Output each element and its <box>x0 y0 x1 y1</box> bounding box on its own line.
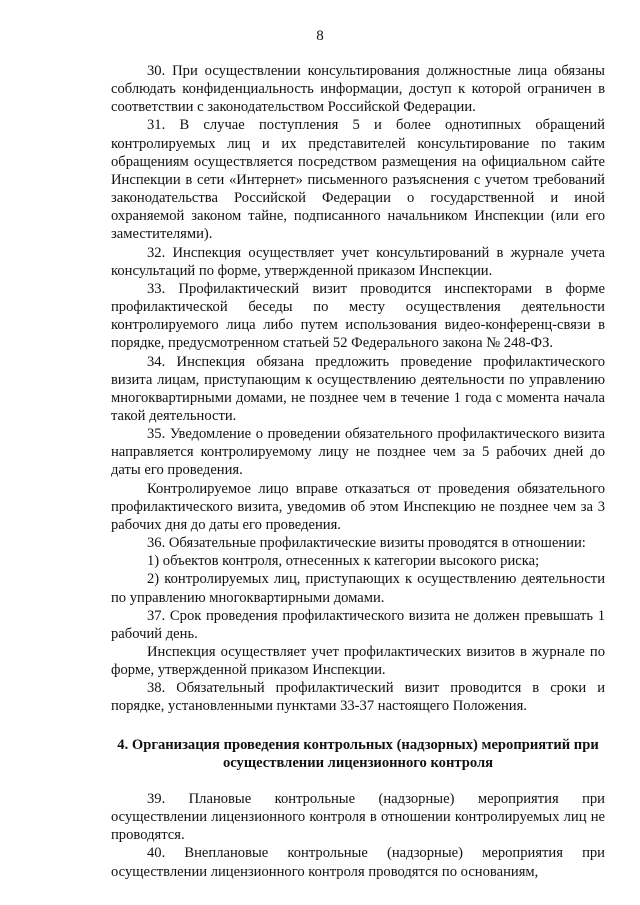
paragraph-38: 38. Обязательный профилактический визит проводится в сроки и порядке, установленными пунктами 33-37 настоящего Положения. <box>111 680 605 715</box>
paragraph-37-continuation: Инспекция осуществляет учет профилактических визитов в журнале по форме, утвержденной приказом Инспекции. <box>111 644 605 679</box>
paragraph-30: 30. При осуществлении консультирования должностные лица обязаны соблюдать конфиденциальность информации, доступ к которой ограничен в соответствии с законодательством Российской Федерации. <box>111 63 605 116</box>
section-heading-line-1: 4. Организация проведения контрольных (надзорных) мероприятий при <box>117 736 599 753</box>
document-body <box>111 62 605 881</box>
paragraph-34: 34. Инспекция обязана предложить проведение профилактического визита лицам, приступающим к осуществлению деятельности по управлению многоквартирными домами, не позднее чем в течение 1 года с момента начала такой деятельности. <box>111 353 605 424</box>
paragraph-36-item-2: 2) контролируемых лиц, приступающих к осуществлению деятельности по управлению многоквартирными домами. <box>111 571 605 606</box>
paragraph-35: 35. Уведомление о проведении обязательного профилактического визита направляется контролируемому лицу не позднее чем за 5 рабочих дней до даты его проведения. <box>111 426 605 479</box>
paragraph-36: 36. Обязательные профилактические визиты проводятся в отношении: <box>147 535 586 552</box>
paragraph-39: 39. Плановые контрольные (надзорные) мероприятия при осуществлении лицензионного контроля в отношении контролируемых лиц не проводятся. <box>111 790 605 844</box>
paragraph-40: 40. Внеплановые контрольные (надзорные) мероприятия при осуществлении лицензионного контроля проводятся по основаниям, <box>111 845 605 880</box>
section-heading <box>111 736 605 772</box>
paragraph-37: 37. Срок проведения профилактического визита не должен превышать 1 рабочий день. <box>111 607 605 642</box>
paragraph-33: 33. Профилактический визит проводится инспекторами в форме профилактической беседы по месту осуществления деятельности контролируемого лица либо путем использования видео-конференц-связи в порядке, предусмотренном статьей 52 Федерального закона № 248-ФЗ. <box>111 280 605 352</box>
paragraph-35-continuation: Контролируемое лицо вправе отказаться от проведения обязательного профилактического визита, уведомив об этом Инспекцию не позднее чем за 3 рабочих дня до даты его проведения. <box>111 480 605 533</box>
paragraph-31: 31. В случае поступления 5 и более однотипных обращений контролируемых лиц и их представителей консультирование по таким обращениям осуществляется посредством размещения на официальном сайте Инспекции в сети «Интернет» письменного разъяснения с учетом требований законодательства Российской Федерации о государственной и иной охраняемой законом тайне, подписанного начальником Инспекции (или его заместителями). <box>111 117 605 243</box>
paragraph-36-item-1: 1) объектов контроля, отнесенных к категории высокого риска; <box>147 553 540 570</box>
page-number: 8 <box>316 28 324 44</box>
paragraph-32: 32. Инспекция осуществляет учет консультирований в журнале учета консультаций по форме, утвержденной приказом Инспекции. <box>111 244 605 279</box>
section-heading-line-2: осуществлении лицензионного контроля <box>222 754 494 771</box>
